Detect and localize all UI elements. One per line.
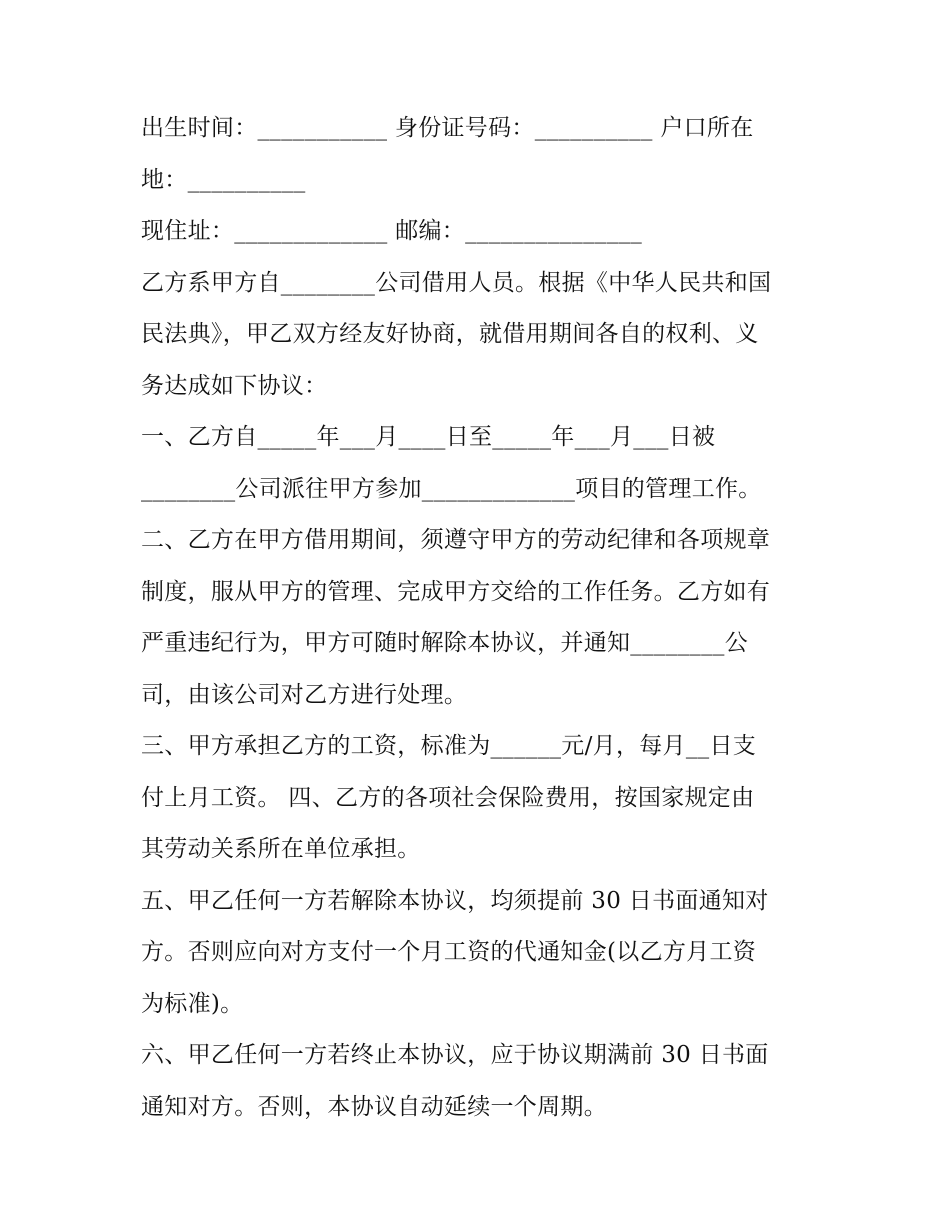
text-line: 出生时间：___________ 身份证号码：__________ 户口所在 <box>141 115 754 141</box>
text-line: 方。否则应向对方支付一个月工资的代通知金(以乙方月工资 <box>141 939 757 965</box>
text-line: 严重违纪行为，甲方可随时解除本协议，并通知________公 <box>141 630 748 656</box>
text-line: 民法典》，甲乙双方经友好协商，就借用期间各自的权利、义 <box>141 321 759 347</box>
text-line: 二、乙方在甲方借用期间，须遵守甲方的劳动纪律和各项规章 <box>141 527 771 553</box>
text-line: 其劳动关系所在单位承担。 <box>141 836 421 862</box>
text-line: 付上月工资。 四、乙方的各项社会保险费用，按国家规定由 <box>141 784 755 811</box>
text-line: 司，由该公司对乙方进行处理。 <box>141 681 468 708</box>
text-line: 为标准)。 <box>141 990 244 1017</box>
text-line: 务达成如下协议： <box>141 372 328 399</box>
text-line: 制度，服从甲方的管理、完成甲方交给的工作任务。乙方如有 <box>141 578 771 605</box>
text-line: 六、甲乙任何一方若终止本协议，应于协议期满前 30 日书面 <box>141 1042 769 1068</box>
text-line: 现住址：_____________ 邮编：_______________ <box>141 218 643 244</box>
text-line: 乙方系甲方自________公司借用人员。根据《中华人民共和国 <box>141 269 772 296</box>
document-body <box>141 103 831 1133</box>
text-line: 地：__________ <box>141 166 306 193</box>
text-line: 三、甲方承担乙方的工资，标准为______元/月，每月__日支 <box>141 733 757 759</box>
text-line: 一、乙方自_____年___月____日至_____年___月___日被 <box>141 424 716 450</box>
text-line: 五、甲乙任何一方若解除本协议，均须提前 30 日书面通知对 <box>141 887 769 914</box>
text-line: ________公司派往甲方参加_____________项目的管理工作。 <box>141 475 762 502</box>
text-line: 通知对方。否则，本协议自动延续一个周期。 <box>141 1093 607 1120</box>
